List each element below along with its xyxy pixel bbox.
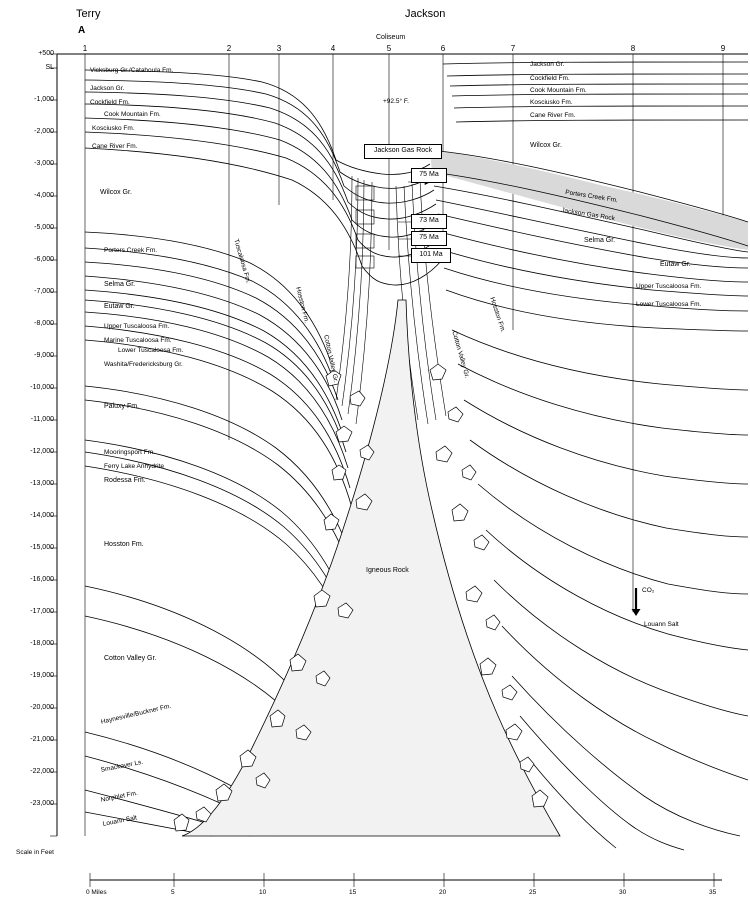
- distance-tick-10: 10: [259, 889, 267, 896]
- left-unit-mooringsport: Mooringsport Fm.: [104, 449, 155, 456]
- depth-tick-23: -22,000: [30, 768, 54, 775]
- depth-tick-1: SL: [45, 64, 54, 71]
- left-unit-smackover: Smackover Ls.: [100, 758, 144, 774]
- left-unit-ferry-lake: Ferry Lake Anhydrite: [104, 463, 164, 470]
- left-unit-vicksburg: Vicksburg Gr./Catahoula Fm.: [90, 67, 174, 74]
- right-unit-eutaw: Eutaw Gr.: [660, 261, 691, 268]
- depth-tick-13: -12,000: [30, 448, 54, 455]
- left-unit-cockfield: Cockfield Fm.: [90, 99, 130, 106]
- age-box-101ma: 101 Ma: [411, 248, 451, 263]
- distance-tick-20: 20: [439, 889, 447, 896]
- left-unit-wilcox: Wilcox Gr.: [100, 189, 132, 196]
- igneous-rock-label: Igneous Rock: [366, 567, 409, 574]
- depth-tick-10: -9,000: [34, 352, 54, 359]
- left-unit-cane-river: Cane River Fm.: [92, 143, 138, 150]
- right-unit-wilcox: Wilcox Gr.: [530, 142, 562, 149]
- right-unit-cockfield: Cockfield Fm.: [530, 75, 570, 82]
- well-number-3: 3: [276, 44, 282, 53]
- well-number-2: 2: [226, 44, 232, 53]
- left-unit-cook-mountain: Cook Mountain Fm.: [104, 111, 161, 118]
- left-unit-hosston: Hosston Fm.: [104, 541, 144, 548]
- right-unit-porters-creek: Porters Creek Fm.: [564, 188, 619, 205]
- distance-tick-15: 15: [349, 889, 357, 896]
- depth-tick-18: -17,000: [30, 608, 54, 615]
- scale-caption: Scale in Feet: [16, 849, 54, 856]
- distance-tick-35: 35: [709, 889, 717, 896]
- depth-tick-24: -23,000: [30, 800, 54, 807]
- depth-tick-17: -16,000: [30, 576, 54, 583]
- depth-tick-15: -14,000: [30, 512, 54, 519]
- depth-tick-7: -6,000: [34, 256, 54, 263]
- distance-unit-label: 0 Miles: [86, 889, 107, 896]
- flank-label-cotton-valley-right: Cotton Valley Gr.: [450, 330, 471, 379]
- well-number-9: 9: [720, 44, 726, 53]
- right-unit-louann: Louann Salt: [644, 621, 679, 628]
- depth-tick-20: -19,000: [30, 672, 54, 679]
- depth-tick-5: -4,000: [34, 192, 54, 199]
- section-letter: A: [78, 25, 86, 36]
- depth-tick-22: -21,000: [30, 736, 54, 743]
- left-unit-kosciusko: Kosciusko Fm.: [92, 125, 135, 132]
- depth-tick-0: +500: [38, 50, 54, 57]
- right-unit-cook-mountain: Cook Mountain Fm.: [530, 87, 587, 94]
- depth-tick-21: -20,000: [30, 704, 54, 711]
- left-unit-selma: Selma Gr.: [104, 281, 136, 288]
- left-unit-upper-tuscaloosa: Upper Tuscaloosa Fm.: [104, 323, 170, 330]
- left-unit-louann: Louann Salt: [102, 814, 138, 828]
- left-unit-jackson: Jackson Gr.: [90, 85, 125, 92]
- left-unit-norphlet: Norphlet Fm.: [100, 789, 139, 804]
- left-unit-marine-tuscaloosa: Marine Tuscaloosa Fm.: [104, 337, 172, 344]
- depth-tick-14: -13,000: [30, 480, 54, 487]
- well-number-8: 8: [630, 44, 636, 53]
- flank-label-hosston-left: Hosston Fm.: [294, 286, 310, 324]
- well-number-7: 7: [510, 44, 516, 53]
- distance-tick-5: 5: [171, 889, 175, 896]
- depth-tick-9: -8,000: [34, 320, 54, 327]
- left-unit-porters-creek: Porters Creek Fm.: [104, 247, 158, 254]
- flank-label-hosston-right: Hosston Fm.: [488, 296, 507, 334]
- age-box-73ma: 73 Ma: [411, 214, 447, 229]
- right-unit-cane-river: Cane River Fm.: [530, 112, 576, 119]
- right-unit-jackson: Jackson Gr.: [530, 61, 565, 68]
- co2-annotation: CO₂: [642, 587, 655, 594]
- well-number-5: 5: [386, 44, 392, 53]
- left-unit-rodessa: Rodessa Fm.: [104, 477, 146, 484]
- flank-label-cotton-valley-left: Cotton Valley Gr.: [322, 334, 340, 384]
- title-center: Jackson: [405, 8, 446, 20]
- depth-tick-2: -1,000: [34, 96, 54, 103]
- depth-tick-19: -18,000: [30, 640, 54, 647]
- age-box-75ma-a: 75 Ma: [411, 168, 447, 183]
- well-number-6: 6: [440, 44, 446, 53]
- depth-tick-4: -3,000: [34, 160, 54, 167]
- jackson-gas-rock-box: Jackson Gas Rock: [364, 144, 442, 159]
- flank-label-tuscaloosa: Tuscaloosa Fm.: [232, 238, 252, 285]
- depth-tick-12: -11,000: [30, 416, 54, 423]
- distance-tick-30: 30: [619, 889, 627, 896]
- right-unit-selma: Selma Gr.: [584, 237, 616, 244]
- depth-tick-11: -10,000: [30, 384, 54, 391]
- left-unit-eutaw: Eutaw Gr.: [104, 303, 135, 310]
- right-unit-jackson-gas-rock: Jackson Gas Rock: [560, 206, 616, 223]
- well-number-4: 4: [330, 44, 336, 53]
- right-unit-kosciusko: Kosciusko Fm.: [530, 99, 573, 106]
- depth-tick-16: -15,000: [30, 544, 54, 551]
- subtitle-center: Coliseum: [376, 34, 406, 41]
- right-unit-lower-tuscaloosa: Lower Tuscaloosa Fm.: [636, 301, 702, 308]
- depth-tick-3: -2,000: [34, 128, 54, 135]
- well-number-1: 1: [82, 44, 88, 53]
- left-unit-washita: Washita/Fredericksburg Gr.: [104, 361, 183, 368]
- distance-tick-25: 25: [529, 889, 537, 896]
- right-unit-upper-tuscaloosa: Upper Tuscaloosa Fm.: [636, 283, 702, 290]
- left-unit-lower-tuscaloosa: Lower Tuscaloosa Fm.: [118, 347, 184, 354]
- temperature-annotation: +92.5° F.: [383, 98, 409, 105]
- left-unit-paluxy: Paluxy Fm.: [104, 403, 140, 410]
- depth-tick-8: -7,000: [34, 288, 54, 295]
- title-left: Terry: [76, 8, 101, 20]
- depth-tick-6: -5,000: [34, 224, 54, 231]
- left-unit-cotton-valley: Cotton Valley Gr.: [104, 655, 157, 662]
- left-unit-haynesville: Haynesville/Buckner Fm.: [100, 702, 172, 726]
- age-box-75ma-b: 75 Ma: [411, 231, 447, 246]
